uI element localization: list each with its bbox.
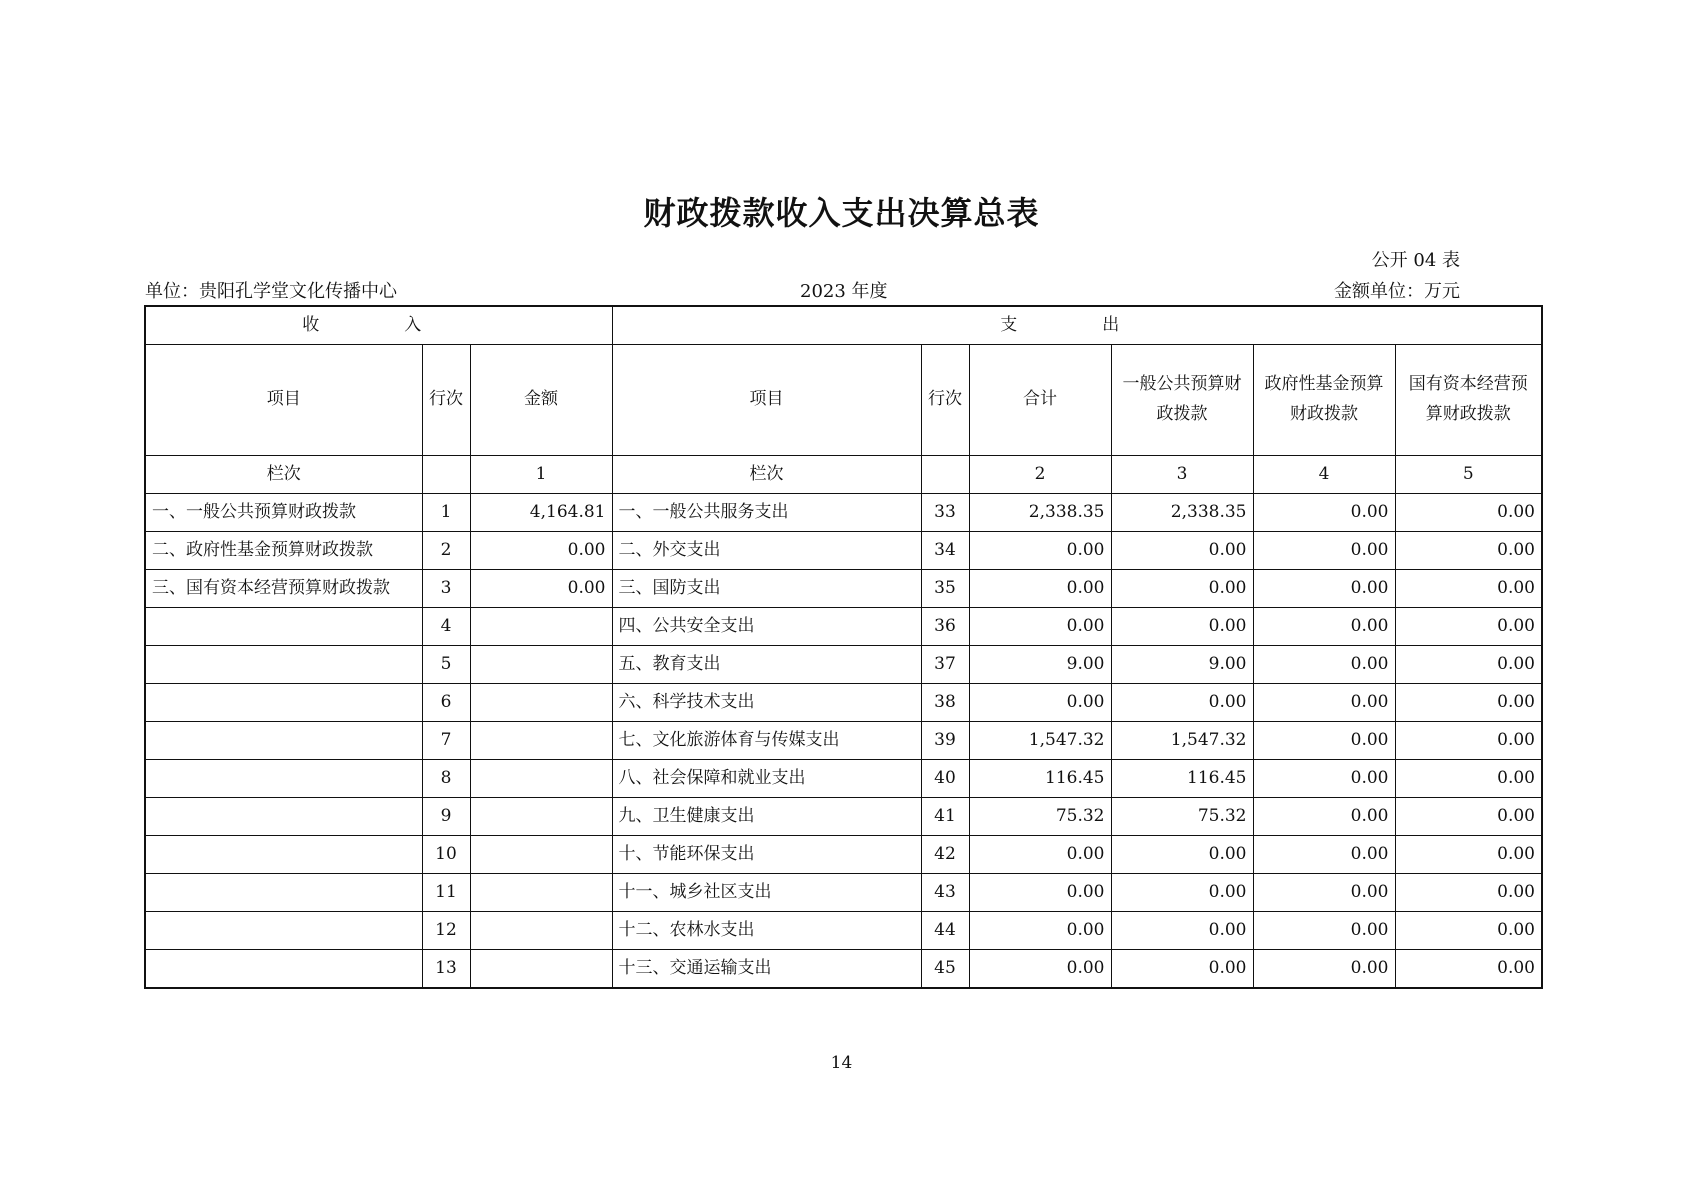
income-amount-cell (470, 836, 612, 874)
total-cell: 0.00 (969, 532, 1111, 570)
unit-label: 单位：贵阳孔学堂文化传播中心 (145, 281, 397, 302)
expense-header: 支 出 (612, 306, 1542, 345)
expense-row-no-cell: 45 (921, 950, 969, 989)
year-label: 2023 年度 (800, 281, 888, 302)
general-budget-cell: 0.00 (1111, 836, 1253, 874)
empty-cell (921, 456, 969, 494)
income-row-no-cell: 6 (422, 684, 470, 722)
income-item-cell: 二、政府性基金预算财政拨款 (145, 532, 422, 570)
income-amount-cell (470, 874, 612, 912)
general-budget-header: 一般公共预算财政拨款 (1111, 345, 1253, 456)
income-amount-cell: 4,164.81 (470, 494, 612, 532)
general-budget-cell: 0.00 (1111, 608, 1253, 646)
state-capital-cell: 0.00 (1395, 570, 1542, 608)
income-row-no-cell: 7 (422, 722, 470, 760)
table-row (145, 798, 1542, 836)
general-budget-cell: 0.00 (1111, 874, 1253, 912)
total-cell: 116.45 (969, 760, 1111, 798)
income-item-header: 项目 (145, 345, 422, 456)
total-cell: 0.00 (969, 950, 1111, 989)
general-budget-cell: 0.00 (1111, 684, 1253, 722)
income-amount-header: 金额 (470, 345, 612, 456)
expense-item-cell: 九、卫生健康支出 (612, 798, 921, 836)
income-row-no-header: 行次 (422, 345, 470, 456)
expense-row-no-cell: 39 (921, 722, 969, 760)
general-budget-cell: 75.32 (1111, 798, 1253, 836)
page-title: 财政拨款收入支出决算总表 (643, 194, 1040, 232)
column-number: 4 (1253, 456, 1395, 494)
general-budget-cell: 0.00 (1111, 912, 1253, 950)
state-capital-cell: 0.00 (1395, 798, 1542, 836)
state-capital-cell: 0.00 (1395, 532, 1542, 570)
general-budget-cell: 1,547.32 (1111, 722, 1253, 760)
income-row-no-cell: 12 (422, 912, 470, 950)
state-capital-cell: 0.00 (1395, 608, 1542, 646)
income-item-cell (145, 608, 422, 646)
general-budget-cell: 0.00 (1111, 950, 1253, 989)
expense-item-cell: 八、社会保障和就业支出 (612, 760, 921, 798)
fund-budget-cell: 0.00 (1253, 760, 1395, 798)
fund-budget-cell: 0.00 (1253, 684, 1395, 722)
fund-budget-cell: 0.00 (1253, 608, 1395, 646)
expense-row-no-cell: 35 (921, 570, 969, 608)
table-row (145, 722, 1542, 760)
income-amount-cell (470, 912, 612, 950)
general-budget-cell: 116.45 (1111, 760, 1253, 798)
income-row-no-cell: 3 (422, 570, 470, 608)
income-row-no-cell: 13 (422, 950, 470, 989)
income-amount-cell (470, 760, 612, 798)
expense-item-cell: 三、国防支出 (612, 570, 921, 608)
state-capital-cell: 0.00 (1395, 722, 1542, 760)
expense-item-cell: 一、一般公共服务支出 (612, 494, 921, 532)
column-header-row (145, 345, 1542, 456)
table-number: 公开 04 表 (1371, 250, 1460, 271)
total-cell: 0.00 (969, 570, 1111, 608)
state-capital-cell: 0.00 (1395, 912, 1542, 950)
expense-row-no-cell: 33 (921, 494, 969, 532)
total-cell: 75.32 (969, 798, 1111, 836)
income-amount-cell (470, 722, 612, 760)
state-capital-cell: 0.00 (1395, 950, 1542, 989)
expense-row-no-cell: 34 (921, 532, 969, 570)
table-row (145, 684, 1542, 722)
income-item-cell (145, 684, 422, 722)
expense-row-no-cell: 43 (921, 874, 969, 912)
expense-row-no-cell: 40 (921, 760, 969, 798)
income-item-cell (145, 798, 422, 836)
expense-item-cell: 十三、交通运输支出 (612, 950, 921, 989)
fund-budget-cell: 0.00 (1253, 836, 1395, 874)
total-cell: 1,547.32 (969, 722, 1111, 760)
expense-item-cell: 七、文化旅游体育与传媒支出 (612, 722, 921, 760)
expense-row-no-cell: 42 (921, 836, 969, 874)
expense-row-no-cell: 36 (921, 608, 969, 646)
income-amount-cell (470, 646, 612, 684)
total-cell: 0.00 (969, 836, 1111, 874)
table-row (145, 570, 1542, 608)
budget-summary-table (144, 305, 1543, 989)
expense-item-cell: 二、外交支出 (612, 532, 921, 570)
income-header: 收 入 (145, 306, 612, 345)
income-item-cell (145, 836, 422, 874)
expense-item-header: 项目 (612, 345, 921, 456)
expense-item-cell: 四、公共安全支出 (612, 608, 921, 646)
total-cell: 0.00 (969, 684, 1111, 722)
table-row (145, 836, 1542, 874)
income-item-cell: 三、国有资本经营预算财政拨款 (145, 570, 422, 608)
fund-budget-cell: 0.00 (1253, 874, 1395, 912)
income-row-no-cell: 4 (422, 608, 470, 646)
total-cell: 0.00 (969, 912, 1111, 950)
income-row-no-cell: 9 (422, 798, 470, 836)
income-item-cell (145, 912, 422, 950)
state-capital-cell: 0.00 (1395, 684, 1542, 722)
expense-row-no-header: 行次 (921, 345, 969, 456)
fund-budget-header: 政府性基金预算财政拨款 (1253, 345, 1395, 456)
income-item-cell (145, 760, 422, 798)
fund-budget-cell: 0.00 (1253, 494, 1395, 532)
general-budget-cell: 2,338.35 (1111, 494, 1253, 532)
fund-budget-cell: 0.00 (1253, 532, 1395, 570)
income-column-label: 栏次 (145, 456, 422, 494)
income-amount-cell: 0.00 (470, 532, 612, 570)
general-budget-cell: 9.00 (1111, 646, 1253, 684)
income-row-no-cell: 1 (422, 494, 470, 532)
income-item-cell (145, 646, 422, 684)
state-capital-cell: 0.00 (1395, 760, 1542, 798)
state-capital-header: 国有资本经营预算财政拨款 (1395, 345, 1542, 456)
fund-budget-cell: 0.00 (1253, 722, 1395, 760)
income-row-no-cell: 10 (422, 836, 470, 874)
expense-item-cell: 五、教育支出 (612, 646, 921, 684)
income-amount-cell (470, 608, 612, 646)
total-cell: 9.00 (969, 646, 1111, 684)
income-row-no-cell: 11 (422, 874, 470, 912)
income-row-no-cell: 5 (422, 646, 470, 684)
expense-row-no-cell: 41 (921, 798, 969, 836)
column-number: 1 (470, 456, 612, 494)
table-row (145, 494, 1542, 532)
state-capital-cell: 0.00 (1395, 836, 1542, 874)
fund-budget-cell: 0.00 (1253, 950, 1395, 989)
income-item-cell (145, 722, 422, 760)
expense-column-label: 栏次 (612, 456, 921, 494)
income-amount-cell: 0.00 (470, 570, 612, 608)
total-cell: 0.00 (969, 874, 1111, 912)
state-capital-cell: 0.00 (1395, 874, 1542, 912)
general-budget-cell: 0.00 (1111, 570, 1253, 608)
group-header-row (145, 306, 1542, 345)
income-amount-cell (470, 950, 612, 989)
total-cell: 2,338.35 (969, 494, 1111, 532)
table-row (145, 874, 1542, 912)
empty-cell (422, 456, 470, 494)
expense-item-cell: 十一、城乡社区支出 (612, 874, 921, 912)
column-number: 5 (1395, 456, 1542, 494)
income-item-cell: 一、一般公共预算财政拨款 (145, 494, 422, 532)
income-item-cell (145, 950, 422, 989)
fund-budget-cell: 0.00 (1253, 570, 1395, 608)
table-row (145, 532, 1542, 570)
income-amount-cell (470, 798, 612, 836)
state-capital-cell: 0.00 (1395, 494, 1542, 532)
expense-item-cell: 十二、农林水支出 (612, 912, 921, 950)
expense-row-no-cell: 44 (921, 912, 969, 950)
table-row (145, 646, 1542, 684)
expense-row-no-cell: 37 (921, 646, 969, 684)
expense-item-cell: 六、科学技术支出 (612, 684, 921, 722)
amount-unit-label: 金额单位：万元 (1334, 281, 1460, 302)
income-row-no-cell: 8 (422, 760, 470, 798)
total-header: 合计 (969, 345, 1111, 456)
column-number-row (145, 456, 1542, 494)
fund-budget-cell: 0.00 (1253, 798, 1395, 836)
table-row (145, 608, 1542, 646)
expense-item-cell: 十、节能环保支出 (612, 836, 921, 874)
general-budget-cell: 0.00 (1111, 532, 1253, 570)
column-number: 2 (969, 456, 1111, 494)
expense-row-no-cell: 38 (921, 684, 969, 722)
table-row (145, 912, 1542, 950)
table-row (145, 760, 1542, 798)
page-number: 14 (830, 1053, 853, 1073)
income-row-no-cell: 2 (422, 532, 470, 570)
column-number: 3 (1111, 456, 1253, 494)
table-row (145, 950, 1542, 989)
fund-budget-cell: 0.00 (1253, 646, 1395, 684)
state-capital-cell: 0.00 (1395, 646, 1542, 684)
total-cell: 0.00 (969, 608, 1111, 646)
income-item-cell (145, 874, 422, 912)
fund-budget-cell: 0.00 (1253, 912, 1395, 950)
income-amount-cell (470, 684, 612, 722)
